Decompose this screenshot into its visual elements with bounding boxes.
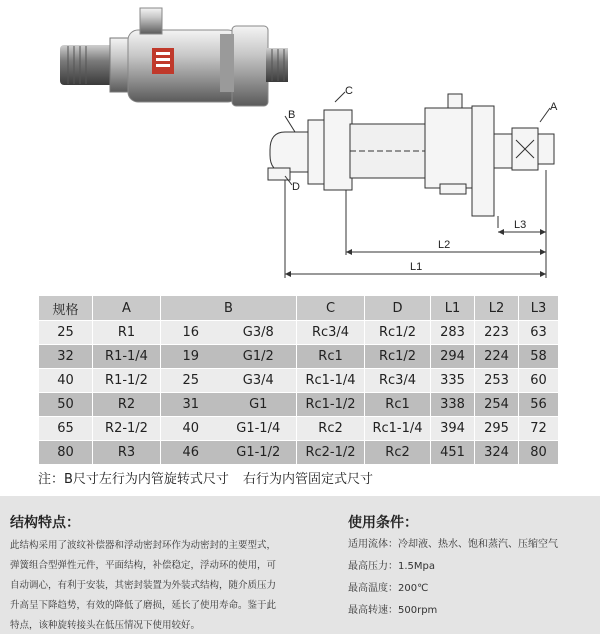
table-cell: 335	[431, 369, 475, 393]
label-c: C	[345, 85, 353, 97]
table-cell: R2	[93, 393, 161, 417]
label-a: A	[550, 101, 558, 113]
table-cell: Rc2	[365, 441, 431, 465]
table-row	[39, 369, 559, 393]
header-spec: 规格	[39, 296, 93, 321]
table-cell: 65	[39, 417, 93, 441]
label-b: B	[288, 109, 296, 121]
structure-description	[10, 536, 325, 636]
table-cell: G1/2	[221, 345, 297, 369]
table-row	[39, 417, 559, 441]
condition-pressure: 最高压力：1.5Mpa	[348, 561, 436, 572]
table-cell: G3/8	[221, 321, 297, 345]
table-cell: Rc1/2	[365, 345, 431, 369]
note-prefix: 注：	[38, 472, 65, 487]
table-cell: 283	[431, 321, 475, 345]
table-cell: Rc2	[297, 417, 365, 441]
table-cell: 294	[431, 345, 475, 369]
table-cell: Rc1/2	[365, 321, 431, 345]
table-cell: 324	[475, 441, 519, 465]
label-d: D	[292, 181, 300, 193]
table-cell: 394	[431, 417, 475, 441]
header-c: C	[297, 296, 365, 321]
technical-drawing	[250, 80, 600, 280]
structure-line: 弹簧组合型弹性元件，平面结构，补偿稳定，浮动环的使用，可	[10, 560, 277, 571]
label-l1: L1	[410, 261, 423, 273]
header-a: A	[93, 296, 161, 321]
structure-line: 自动调心，有利于安装，其密封装置为外装式结构，随介质压力	[10, 580, 277, 591]
table-cell: 338	[431, 393, 475, 417]
table-row	[39, 321, 559, 345]
table-cell: 254	[475, 393, 519, 417]
table-cell: Rc3/4	[297, 321, 365, 345]
table-cell: 60	[519, 369, 559, 393]
table-cell: 31	[161, 393, 221, 417]
table-cell: 25	[39, 321, 93, 345]
table-cell: 223	[475, 321, 519, 345]
table-cell: 19	[161, 345, 221, 369]
table-cell: G1	[221, 393, 297, 417]
label-l3: L3	[514, 219, 527, 231]
table-cell: 46	[161, 441, 221, 465]
table-cell: Rc1-1/2	[297, 393, 365, 417]
table-row	[39, 345, 559, 369]
table-cell: 50	[39, 393, 93, 417]
header-l1: L1	[431, 296, 475, 321]
table-note	[38, 468, 387, 487]
table-cell: 16	[161, 321, 221, 345]
table-cell: 253	[475, 369, 519, 393]
structure-title: 结构特点：	[10, 515, 80, 531]
table-cell: 40	[39, 369, 93, 393]
table-cell: 451	[431, 441, 475, 465]
table-cell: 224	[475, 345, 519, 369]
header-l2: L2	[475, 296, 519, 321]
table-cell: Rc1	[365, 393, 431, 417]
table-cell: Rc2-1/2	[297, 441, 365, 465]
table-cell: 58	[519, 345, 559, 369]
table-cell: G1-1/2	[221, 441, 297, 465]
table-cell: 32	[39, 345, 93, 369]
table-cell: 56	[519, 393, 559, 417]
structure-line: 特点，该种旋转接头在低压情况下使用较好。	[10, 620, 201, 631]
table-cell: R2-1/2	[93, 417, 161, 441]
table-cell: G3/4	[221, 369, 297, 393]
condition-speed: 最高转速：500rpm	[348, 605, 438, 616]
table-cell: 295	[475, 417, 519, 441]
note-right: 右行为内管固定式尺寸	[242, 472, 373, 487]
table-cell: R1-1/2	[93, 369, 161, 393]
table-cell: Rc3/4	[365, 369, 431, 393]
conditions-title: 使用条件：	[348, 515, 418, 531]
table-cell: Rc1	[297, 345, 365, 369]
table-cell: 63	[519, 321, 559, 345]
table-cell: 40	[161, 417, 221, 441]
condition-fluid: 适用流体：冷却液、热水、饱和蒸汽、压缩空气	[348, 539, 558, 550]
spec-table	[38, 295, 559, 465]
table-header-row	[39, 296, 559, 321]
table-cell: R3	[93, 441, 161, 465]
header-b: B	[161, 296, 297, 321]
condition-temperature: 最高温度：200℃	[348, 583, 429, 594]
note-left: B尺寸左行为内管旋转式尺寸	[64, 472, 229, 487]
table-row	[39, 441, 559, 465]
header-l3: L3	[519, 296, 559, 321]
structure-line: 升高呈下降趋势，有效的降低了磨损，延长了使用寿命。鉴于此	[10, 600, 277, 611]
structure-line: 此结构采用了波纹补偿器和浮动密封环作为动密封的主要型式，	[10, 540, 277, 551]
table-row	[39, 393, 559, 417]
table-cell: 80	[39, 441, 93, 465]
label-l2: L2	[438, 239, 451, 251]
table-cell: Rc1-1/4	[365, 417, 431, 441]
table-cell: G1-1/4	[221, 417, 297, 441]
conditions-list	[348, 534, 558, 622]
table-cell: Rc1-1/4	[297, 369, 365, 393]
table-cell: R1	[93, 321, 161, 345]
table-cell: 72	[519, 417, 559, 441]
table-cell: 25	[161, 369, 221, 393]
table-cell: 80	[519, 441, 559, 465]
header-d: D	[365, 296, 431, 321]
info-panel	[0, 496, 600, 634]
table-cell: R1-1/4	[93, 345, 161, 369]
